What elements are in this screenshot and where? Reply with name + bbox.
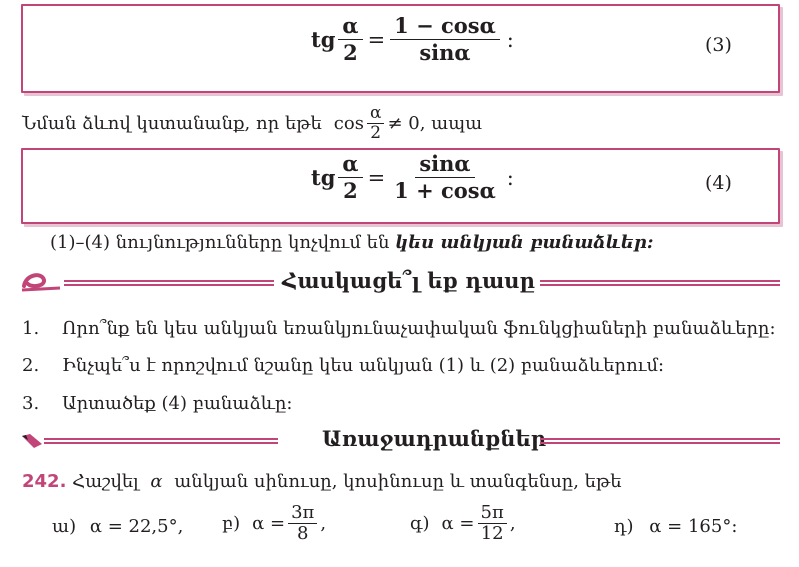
task-item-a: ա) α = 22,5°, bbox=[52, 516, 184, 537]
formula-3-box bbox=[21, 4, 780, 93]
task-number: 242. bbox=[22, 471, 67, 492]
formula-4-numerator: sinα bbox=[415, 152, 474, 178]
pencil-tip-icon bbox=[20, 432, 52, 456]
formula-4-denominator: 1 + cosα bbox=[394, 178, 496, 204]
cos-label: cos bbox=[333, 112, 364, 134]
identities-term: կես անկյան բանաձևեր: bbox=[395, 232, 654, 253]
question-text: Որո՞նք են կես անկյան եռանկյունաչափական ֆունկցիաների բանաձևերը: bbox=[62, 318, 776, 339]
tg-label: tg bbox=[311, 165, 336, 191]
fraction-3pi-over-8: $\frac{3\pi}{8}$ bbox=[288, 503, 317, 544]
formula-4-fraction bbox=[390, 152, 500, 203]
alpha-over-two-small: $\frac{\alpha}{2}$ bbox=[367, 104, 384, 142]
section-title-tasks: Առաջադրանքներ bbox=[322, 426, 547, 451]
colon: : bbox=[506, 27, 514, 52]
task-item-c: գ) α = $\frac{5\pi}{12}$ , bbox=[410, 502, 516, 544]
alpha-symbol: α bbox=[150, 471, 163, 492]
question-number: 3. bbox=[22, 393, 40, 414]
section-heading-understood bbox=[20, 268, 780, 298]
question-text: Ինչպե՞ս է որոշվում նշանը կես անկյան (1) և (2) բանաձևերում: bbox=[62, 355, 665, 376]
task-text-after: անկյան սինուսը, կոսինուսը և տանգենսը, եթե bbox=[174, 471, 622, 492]
section-heading-tasks bbox=[20, 426, 780, 456]
question-text: Արտածեք (4) բանաձևը: bbox=[62, 393, 293, 414]
identities-prefix: (1)–(4) նույնությունները կոչվում են bbox=[50, 232, 390, 253]
not-equal-zero: ≠ 0 bbox=[387, 112, 420, 134]
question-number: 1. bbox=[22, 318, 40, 339]
task-242 bbox=[22, 471, 622, 492]
heading-rule-left bbox=[64, 280, 274, 286]
pencil-swirl-icon bbox=[20, 270, 64, 300]
intro-line bbox=[22, 104, 482, 142]
section-title-understood: Հասկացե՞լ եք դասը bbox=[282, 268, 535, 293]
task-item-b: բ) α = $\frac{3\pi}{8}$ , bbox=[222, 502, 327, 544]
formula-3-fraction bbox=[390, 14, 500, 65]
identities-line bbox=[50, 232, 654, 253]
fraction-5pi-over-12: $\frac{5\pi}{12}$ bbox=[478, 503, 507, 544]
equation-number-4: (4) bbox=[705, 172, 732, 194]
heading-rule-right bbox=[540, 280, 780, 286]
intro-after: , ապա bbox=[419, 112, 483, 134]
colon: : bbox=[506, 165, 514, 190]
heading-rule-right bbox=[540, 438, 780, 444]
question-number: 2. bbox=[22, 355, 40, 376]
alpha-over-two: $\frac{\alpha}{2}$ bbox=[338, 14, 362, 65]
equation-number-3: (3) bbox=[705, 34, 732, 56]
equals-sign: = bbox=[367, 27, 386, 52]
task-text-before: Հաշվել bbox=[72, 471, 139, 492]
formula-4-box bbox=[21, 148, 780, 224]
formula-3-numerator: 1 − cosα bbox=[390, 14, 500, 40]
task-item-d: դ) α = 165°: bbox=[614, 516, 738, 537]
intro-text: Նման ձևով կստանանք, որ եթե bbox=[22, 112, 322, 134]
equals-sign: = bbox=[367, 165, 386, 190]
formula-4 bbox=[311, 152, 514, 203]
heading-rule-left bbox=[44, 438, 278, 444]
formula-3-denominator: sinα bbox=[419, 40, 471, 66]
formula-3 bbox=[311, 14, 514, 65]
alpha-over-two: $\frac{\alpha}{2}$ bbox=[338, 152, 362, 203]
tg-label: tg bbox=[311, 27, 336, 53]
